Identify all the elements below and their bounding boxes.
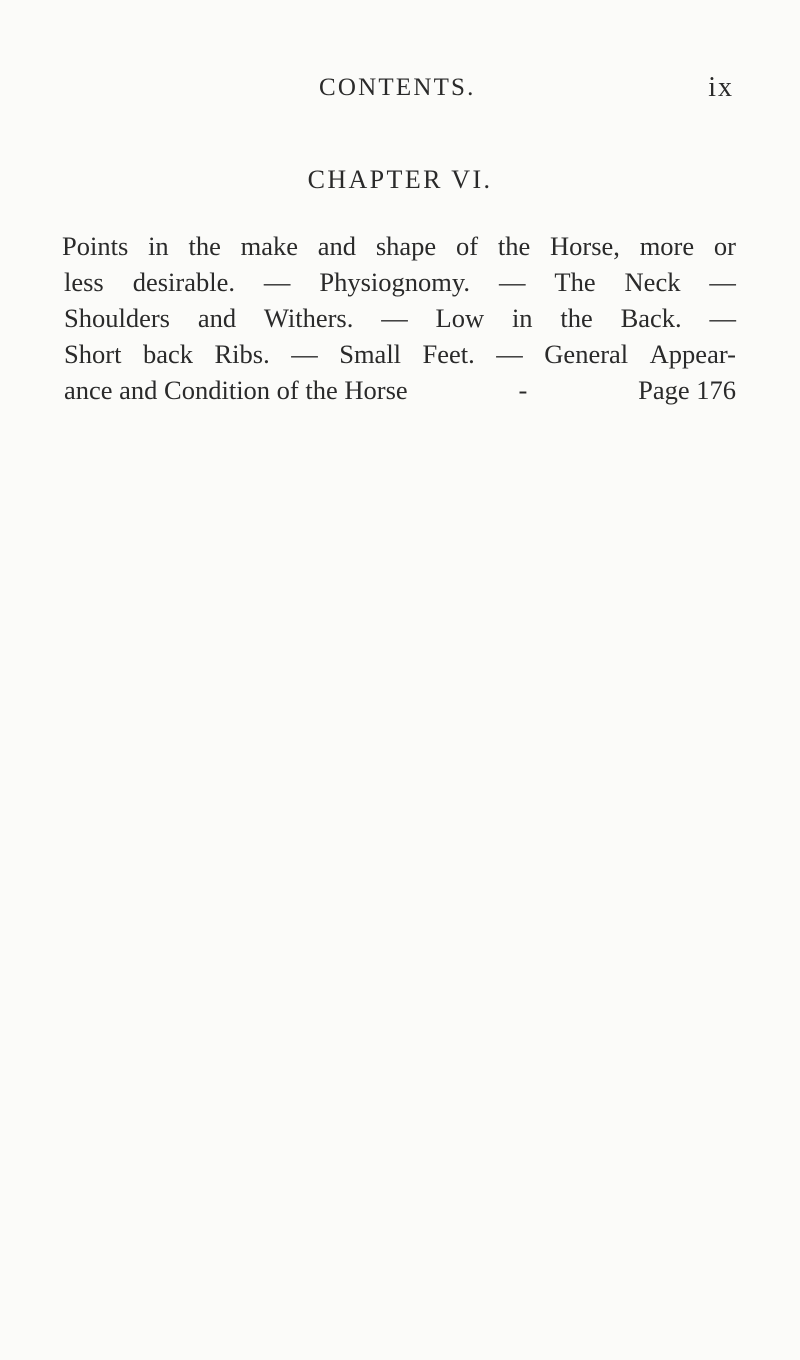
word: more (639, 231, 695, 261)
word: and (197, 303, 237, 333)
word: General (544, 339, 629, 369)
word: make (240, 231, 299, 261)
page-reference: Page 176 (638, 375, 736, 405)
entry-last-text: ance and Condition of the Horse (64, 375, 408, 405)
word: — (496, 339, 523, 369)
word: shape (375, 231, 437, 261)
word: or (713, 231, 736, 261)
word: Short (64, 339, 122, 369)
word: Feet. (422, 339, 475, 369)
word: — (709, 267, 736, 297)
word: Small (339, 339, 402, 369)
chapter-heading: CHAPTER VI. (307, 165, 493, 194)
word: less (64, 267, 104, 297)
word: Appear- (649, 339, 736, 369)
entry-line-3 (64, 300, 736, 336)
word: in (511, 303, 533, 333)
word: — (381, 303, 408, 333)
word: — (291, 339, 318, 369)
running-head (0, 68, 800, 108)
entry-line-2 (64, 264, 736, 300)
leader-dash: - (518, 375, 528, 405)
word: Horse, (549, 231, 620, 261)
page-folio: ix (708, 72, 734, 103)
word: — (498, 267, 526, 297)
word: Shoulders (64, 303, 170, 333)
word: Points (62, 231, 129, 261)
word: the (560, 303, 593, 333)
word: Neck (624, 267, 681, 297)
word: desirable. (132, 267, 235, 297)
word: and (317, 231, 357, 261)
word: the (497, 231, 531, 261)
entry-line-5 (64, 372, 736, 408)
chapter-contents-entry (64, 228, 736, 408)
word: — (709, 303, 736, 333)
word: Back. (620, 303, 682, 333)
word: of (455, 231, 479, 261)
word: Low (435, 303, 485, 333)
word: Physiognomy. (319, 267, 471, 297)
word: Withers. (263, 303, 354, 333)
entry-line-1 (62, 228, 736, 264)
word: — (263, 267, 291, 297)
word: the (188, 231, 221, 261)
word: Ribs. (214, 339, 270, 369)
word: back (142, 339, 193, 369)
running-title: CONTENTS. (319, 74, 476, 101)
word: in (148, 231, 169, 261)
entry-line-4 (64, 336, 736, 372)
word: The (554, 267, 596, 297)
